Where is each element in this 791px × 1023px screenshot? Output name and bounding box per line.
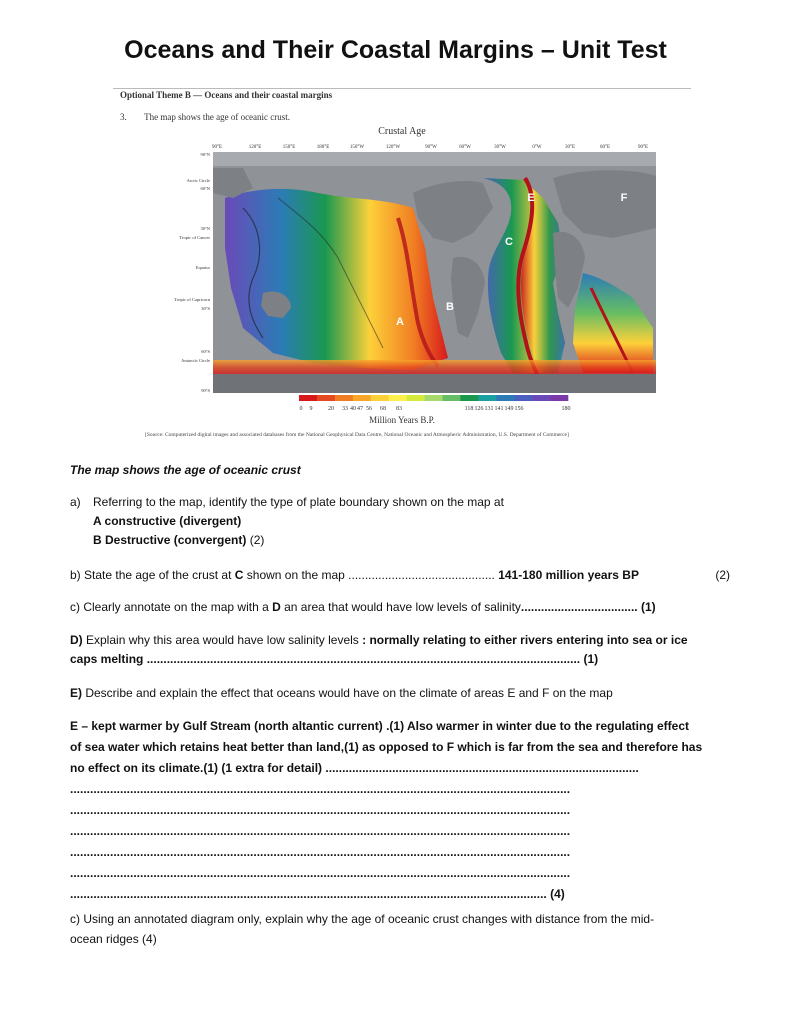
question-b: [70, 566, 730, 585]
legend-tick: 68: [380, 406, 386, 412]
answer-e-marks: (4): [546, 887, 565, 901]
page-title: Oceans and Their Coastal Margins – Unit Test: [124, 36, 667, 64]
legend-swatch: [299, 395, 317, 401]
legend-tick: 156: [514, 406, 524, 412]
question-b-point: C: [234, 568, 244, 582]
legend-tick: 40: [350, 406, 356, 412]
lat-label: 30°S: [201, 306, 210, 311]
answer-e-line-3: no effect on its climate.(1) (1 extra for detail): [70, 761, 323, 775]
question-d-marks: (1): [580, 652, 599, 666]
question-c-rest: an area that would have low levels of salinity: [280, 600, 521, 614]
legend-swatch: [407, 395, 425, 401]
answer-b: 141-180 million years BP: [494, 568, 639, 582]
map-title: Crustal Age: [378, 126, 426, 137]
legend-swatch: [532, 395, 550, 401]
answer-dot-line: ......................................................................................................................................................: [70, 803, 571, 817]
lat-label: 30°N: [200, 226, 210, 231]
legend-tick: 47: [357, 406, 363, 412]
question-b-prefix: b) State the age of the crust at: [70, 568, 235, 582]
point-label-e: E: [527, 192, 535, 204]
lon-label: 60°W: [459, 145, 471, 150]
question-c-prefix: c) Clearly annotate on the map with a: [70, 600, 273, 614]
legend-tick: 126: [474, 406, 484, 412]
question-c-dots: ...................................: [520, 600, 638, 614]
lon-label: 0°W: [532, 145, 542, 150]
lat-label: Arctic Circle: [186, 178, 210, 183]
southern-ocean-crust: [213, 360, 656, 374]
answer-d-2: caps melting: [70, 652, 144, 666]
crustal-age-figure: [113, 86, 691, 446]
lon-label: 60°E: [599, 145, 611, 150]
legend-tick: 0: [299, 406, 303, 412]
legend-swatch: [353, 395, 371, 401]
answer-e-line-3-dots: ..............................................................................................: [322, 761, 639, 775]
figure-source: [Source: Computerized digital images and associated databases from the National Geophysical Data Centre, National Oceanic and Atmospheric Administration, U.S. Department of Commerce]: [145, 432, 569, 438]
legend-tick: 141: [494, 406, 504, 412]
legend-tick: 149: [504, 406, 514, 412]
lon-label: 30°E: [564, 145, 576, 150]
answer-e: [70, 716, 730, 905]
question-a-text: Referring to the map, identify the type of plate boundary shown on the map at: [93, 495, 504, 509]
legend-swatch: [317, 395, 335, 401]
figure-top-rule: [113, 88, 691, 89]
legend-label: Million Years B.P.: [369, 415, 435, 425]
question-c-letter: D: [272, 600, 281, 614]
legend-tick: 33: [342, 406, 348, 412]
answer-dot-line: ......................................................................................................................................................: [70, 824, 571, 838]
lat-label: 90°N: [200, 152, 210, 157]
question-d-label: D): [70, 633, 83, 647]
lon-label: 90°W: [425, 145, 437, 150]
question-d-dots: ..................................................................................................................................: [143, 652, 581, 666]
legend-swatch: [335, 395, 353, 401]
antarctica-land: [213, 374, 656, 393]
lon-label: 30°W: [494, 145, 506, 150]
legend-swatch: [389, 395, 407, 401]
lat-label: Tropic of Cancer: [179, 235, 210, 240]
lat-label: Equator: [195, 265, 210, 270]
figure-question-number: 3.: [120, 112, 127, 122]
point-label-f: F: [620, 192, 628, 204]
legend-color-bar: [299, 395, 568, 401]
question-e: [70, 684, 730, 703]
question-e-text: Describe and explain the effect that oceans would have on the climate of areas E and F on the map: [82, 686, 613, 700]
intro-text: The map shows the age of oceanic crust: [70, 463, 301, 477]
question-a-label: a): [70, 495, 81, 509]
lon-label: 90°E: [637, 145, 649, 150]
answer-a-1: A constructive (divergent): [93, 514, 242, 528]
lon-label: 120°W: [385, 145, 401, 150]
legend-tick: 131: [484, 406, 494, 412]
figure-header: Optional Theme B — Oceans and their coastal margins: [120, 90, 333, 100]
lon-label: 120°E: [248, 145, 262, 150]
crustal-age-map[interactable]: [113, 138, 691, 438]
legend-tick: 20: [328, 406, 334, 412]
question-c-marks: (1): [637, 600, 656, 614]
legend-tick: 180: [561, 406, 571, 412]
question-f: [70, 909, 730, 949]
answer-last-dots: ...............................................................................................................................................: [70, 887, 547, 901]
question-a: [70, 493, 730, 550]
question-d: [70, 631, 730, 669]
question-c: [70, 598, 730, 617]
question-b-mid: shown on the map: [243, 568, 349, 582]
lon-label: 90°E: [211, 145, 223, 150]
question-b-marks: (2): [715, 568, 730, 582]
lat-label: 90°S: [201, 388, 210, 393]
answer-e-line-1: E – kept warmer by Gulf Stream (north altantic current) .(1) Also warmer in winter due to the regulating effect: [70, 719, 690, 733]
question-e-label: E): [70, 686, 82, 700]
legend-swatch: [478, 395, 496, 401]
lat-label: 60°S: [201, 349, 210, 354]
lon-label: 150°W: [349, 145, 365, 150]
question-f-line-2: ocean ridges (4): [70, 932, 157, 946]
point-label-a: A: [396, 316, 404, 328]
lat-label: 60°N: [200, 186, 210, 191]
arctic-land: [213, 152, 656, 166]
legend-tick: 118: [464, 406, 474, 412]
lon-label: 150°E: [282, 145, 296, 150]
legend-swatch: [425, 395, 443, 401]
legend-swatch: [550, 395, 568, 401]
question-a-marks: (2): [246, 533, 265, 547]
question-b-dots: ............................................: [348, 568, 495, 582]
point-label-c: C: [505, 236, 513, 248]
legend-swatch: [371, 395, 389, 401]
answer-d-1: : normally relating to either rivers entering into sea or ice: [362, 633, 688, 647]
legend-swatch: [514, 395, 532, 401]
legend-swatch: [442, 395, 460, 401]
question-d-text: Explain why this area would have low salinity levels: [82, 633, 363, 647]
answer-a-2: B Destructive (convergent): [93, 533, 247, 547]
legend-swatch: [496, 395, 514, 401]
lat-label: Tropic of Capricorn: [174, 297, 210, 302]
lat-label: Antarctic Circle: [181, 358, 210, 363]
answer-dot-line: ......................................................................................................................................................: [70, 866, 571, 880]
legend-tick: 83: [396, 406, 402, 412]
legend-tick: 9: [309, 406, 313, 412]
figure-question: [120, 112, 290, 122]
answer-dot-line: ......................................................................................................................................................: [70, 845, 571, 859]
answer-dot-line: ......................................................................................................................................................: [70, 782, 571, 796]
legend-tick: 56: [366, 406, 372, 412]
answer-e-line-2: of sea water which retains heat better than land,(1) as opposed to F which is far from the sea and therefore has: [70, 740, 703, 754]
legend-swatch: [460, 395, 478, 401]
question-f-line-1: c) Using an annotated diagram only, explain why the age of oceanic crust changes with distance from the mid-: [70, 912, 655, 926]
lon-label: 180°E: [316, 145, 330, 150]
figure-question-text: The map shows the age of oceanic crust.: [144, 112, 291, 122]
point-label-b: B: [446, 301, 454, 313]
